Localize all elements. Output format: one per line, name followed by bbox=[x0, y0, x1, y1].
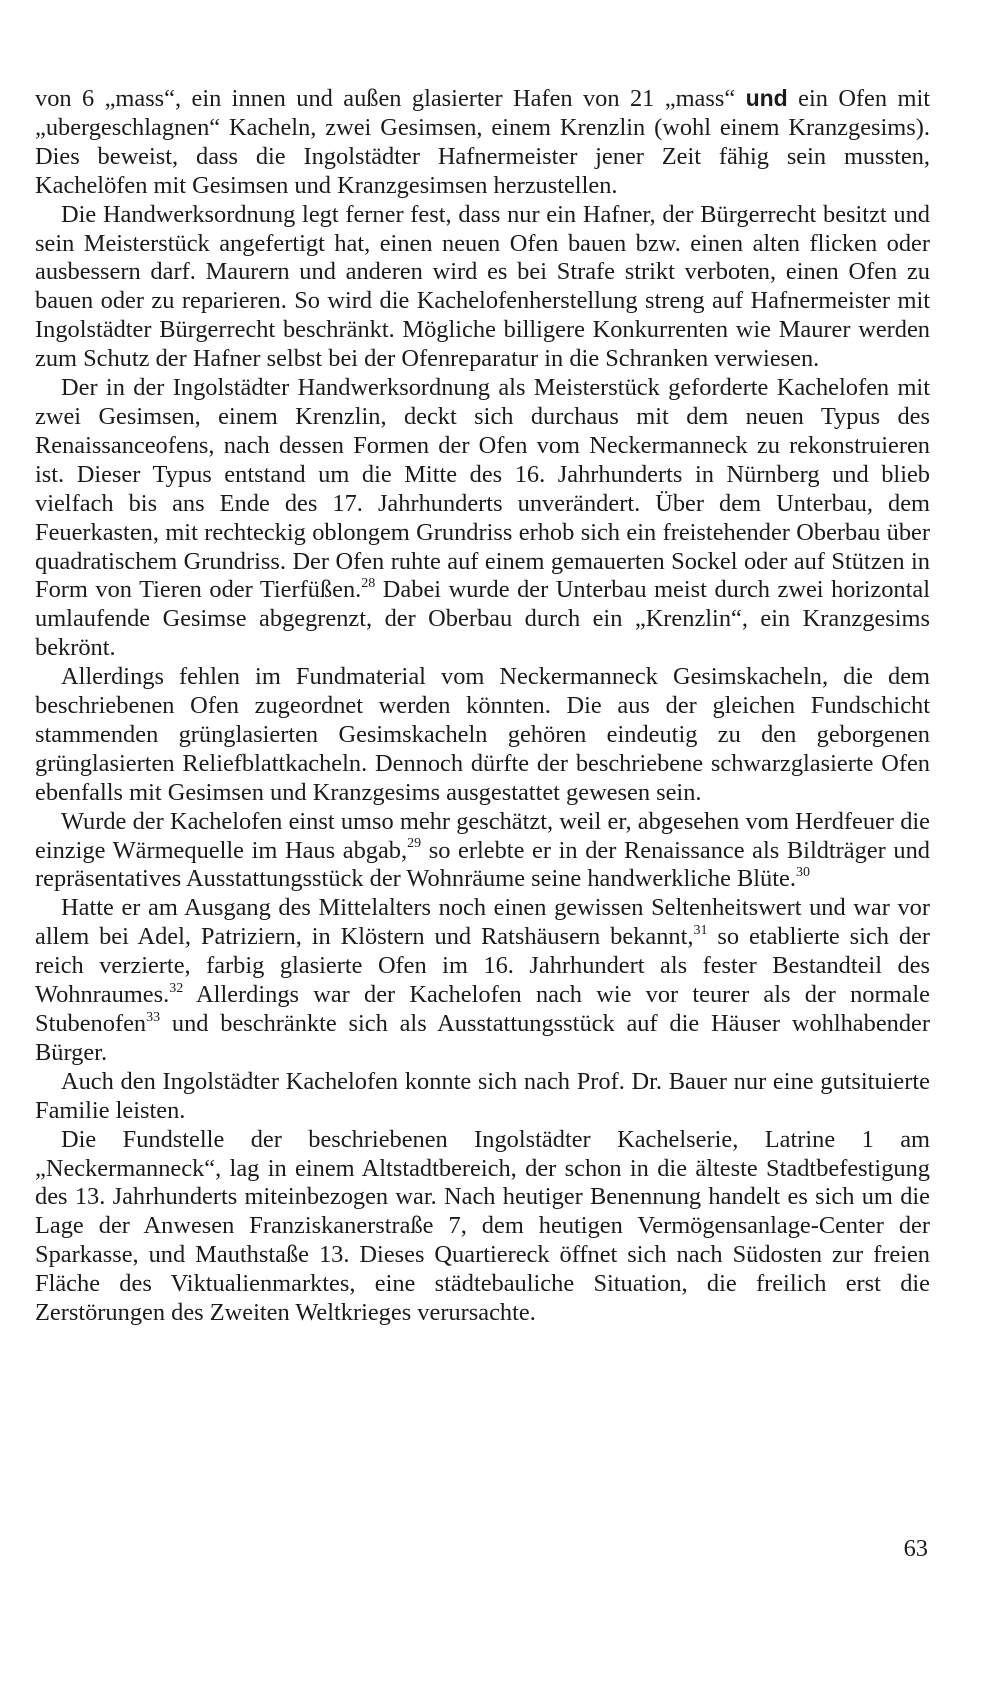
footnote-ref-33: 33 bbox=[146, 1009, 161, 1025]
paragraph-2: Die Handwerksordnung legt ferner fest, dass nur ein Hafner, der Bürgerrecht besitzt und sein Meisterstück angefertigt hat, einen neuen Ofen bauen bzw. einen alten flicken oder ausbessern darf. Maurern und anderen wird es bei Strafe strikt verboten, einen Ofen zu bauen oder zu reparieren. So wird die Kachelofenherstellung streng auf Hafnermeister mit Ingolstädter Bürgerrecht beschränkt. Mögliche billigere Konkurrenten wie Maurer werden zum Schutz der Hafner selbst bei der Ofenreparatur in die Schranken verwiesen. bbox=[35, 200, 930, 373]
paragraph-1: von 6 „mass“, ein innen und außen glasierter Hafen von 21 „mass“ und ein Ofen mit „ubergeschlagnen“ Kacheln, zwei Gesimsen, einem Krenzlin (wohl einem Kranzgesims). Dies beweist, dass die Ingolstädter Hafnermeister jener Zeit fähig sein mussten, Kachelöfen mit Gesimsen und Kranzgesimsen herzustellen. bbox=[35, 85, 930, 199]
paragraph-5: Wurde der Kachelofen einst umso mehr geschätzt, weil er, abgesehen vom Herdfeuer die einzige Wärmequelle im Haus abgab,$^{29}$ so erlebte er in der Renaissance als Bildträger und repräsentatives Ausstattungsstück der Wohnräume seine handwerkliche Blüte.$^{30}$ bbox=[35, 807, 930, 893]
footnote-ref-32: 32 bbox=[169, 980, 184, 996]
page-number: 63 bbox=[903, 1535, 928, 1562]
footnote-ref-29: 29 bbox=[407, 836, 422, 852]
footnote-ref-31: 31 bbox=[693, 923, 708, 939]
page-body bbox=[35, 84, 930, 1328]
paragraph-6: Hatte er am Ausgang des Mittelalters noch einen gewissen Seltenheitswert und war vor allem bei Adel, Patriziern, in Klöstern und Ratshäusern bekannt,$^{31}$ so etablierte sich der reich verzierte, farbig glasierte Ofen im 16. Jahrhundert als fester Bestandteil des Wohnraumes.$^{32}$ Allerdings war der Kachelofen nach wie vor teurer als der normale Stubenofen$^{33}$ und beschränkte sich als Ausstattungsstück auf die Häuser wohlhabender Bürger. bbox=[35, 894, 930, 1066]
paragraph-8: Die Fundstelle der beschriebenen Ingolstädter Kachelserie, Latrine 1 am „Neckermanneck“, lag in einem Altstadtbereich, der schon in die älteste Stadtbefestigung des 13. Jahrhunderts miteinbezogen war. Nach heutiger Benennung handelt es sich um die Lage der Anwesen Franziskanerstraße 7, dem heutigen Vermögensanlage-Center der Sparkasse, und Mauthstaße 13. Dieses Quartiereck öffnet sich nach Südosten zur freien Fläche des Viktualienmarktes, eine städtebauliche Situation, die freilich erst die Zerstörungen des Zweiten Weltkrieges verursachte. bbox=[35, 1125, 930, 1327]
paragraph-4: Allerdings fehlen im Fundmaterial vom Neckermanneck Gesimskacheln, die dem beschriebenen Ofen zugeordnet werden könnten. Die aus der gleichen Fundschicht stammenden grünglasierten Gesimskacheln gehören eindeutig zu den geborgenen grünglasierten Reliefblattkacheln. Dennoch dürfte der beschriebene schwarzglasierte Ofen ebenfalls mit Gesimsen und Kranzgesims ausgestattet gewesen sein. bbox=[35, 663, 930, 806]
paragraph-3: Der in der Ingolstädter Handwerksordnung als Meisterstück geforderte Kachelofen mit zwei Gesimsen, einem Krenzlin, deckt sich durchaus mit dem neuen Typus des Renaissanceofens, nach dessen Formen der Ofen vom Neckermanneck zu rekonstruieren ist. Dieser Typus entstand um die Mitte des 16. Jahrhunderts in Nürnberg und blieb vielfach bis ans Ende des 17. Jahrhunderts unverändert. Über dem Unterbau, dem Feuerkasten, mit rechteckig oblongem Grundriss erhob sich ein freistehender Oberbau über quadratischem Grundriss. Der Ofen ruhte auf einem gemauerten Sockel oder auf Stützen in Form von Tieren oder Tierfüßen.$^{28}$ Dabei wurde der Unterbau meist durch zwei horizontal umlaufende Gesimse abgegrenzt, der Oberbau durch ein „Krenzlin“, ein Kranzgesims bekrönt. bbox=[35, 374, 930, 662]
paragraph-7: Auch den Ingolstädter Kachelofen konnte sich nach Prof. Dr. Bauer nur eine gutsituierte Familie leisten. bbox=[35, 1067, 930, 1124]
footnote-ref-30: 30 bbox=[795, 865, 810, 881]
bold-word: und bbox=[745, 85, 788, 111]
footnote-ref-28: 28 bbox=[361, 576, 376, 592]
